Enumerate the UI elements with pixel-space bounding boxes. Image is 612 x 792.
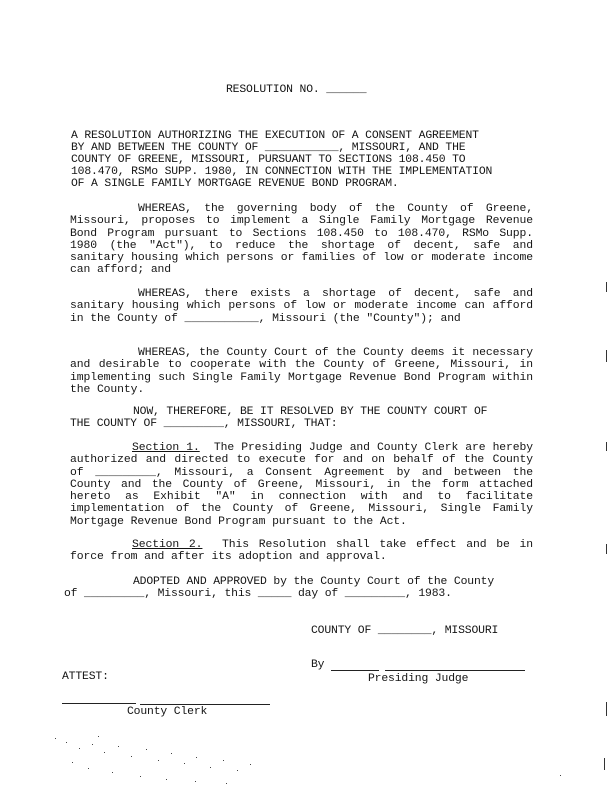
adoption-line-2: of _________, Missouri, this _____ day of _________, 1983. <box>64 588 452 600</box>
scan-mark <box>606 350 607 362</box>
scan-mark <box>606 442 607 451</box>
whereas-paragraph-3: WHEREAS, the County Court of the County deems it necessary and desirable to cooperate with the County of Greene, Missouri, in implementing such Single Family Mortgage Revenue Bond Program within the County. <box>70 347 533 396</box>
adoption-line-1: ADOPTED AND APPROVED by the County Court of the County <box>133 576 495 588</box>
caption-line-3: COUNTY OF GREENE, MISSOURI, PURSUANT TO SECTIONS 108.450 TO <box>71 154 466 166</box>
clerk-signature-line-right[interactable] <box>140 704 270 705</box>
signature-line-short <box>331 670 379 671</box>
section-2-text: This Resolution shall take effect and be in force from and after its adoption and approval. <box>70 539 533 564</box>
by-label: By <box>311 659 325 671</box>
scan-mark <box>606 702 607 716</box>
scan-mark <box>606 544 607 554</box>
now-therefore-line-2: THE COUNTY OF _________, MISSOURI, THAT: <box>70 418 338 430</box>
now-therefore-line-1: NOW, THEREFORE, BE IT RESOLVED BY THE COUNTY COURT OF <box>133 406 488 418</box>
caption-line-4: 108.470, RSMo SUPP. 1980, IN CONNECTION WITH THE IMPLEMENTATION <box>71 166 493 178</box>
section-1-heading: Section 1. <box>132 442 200 454</box>
presiding-judge-signature-line[interactable] <box>385 670 525 671</box>
caption-line-2: BY AND BETWEEN THE COUNTY OF ___________, MISSOURI, AND THE <box>71 142 466 154</box>
county-clerk-label: County Clerk <box>127 706 208 718</box>
caption-line-5: OF A SINGLE FAMILY MORTGAGE REVENUE BOND PROGRAM. <box>71 178 399 190</box>
whereas-paragraph-1: WHEREAS, the governing body of the County of Greene, Missouri, proposes to implement a Single Family Mortgage Revenue Bond Program pursuant to Sections 108.450 to 108.470, RSMo Supp. 1980 (the "Act"), to reduce the shortage of decent, safe and sanitary housing which persons or families of low or moderate income can afford; and <box>70 203 533 277</box>
section-1-text: The Presiding Judge and County Clerk are hereby authorized and directed to execute for and on behalf of the County of _________, Missouri, a Consent Agreement by and between the County and the County of Greene, Missouri, in the form attached hereto as Exhibit "A" in connection with and to facilitate implementation of the County of Greene, Missouri, Single Family Mortgage Revenue Bond Program pursuant to the Act. <box>70 442 533 528</box>
whereas-paragraph-2: WHEREAS, there exists a shortage of decent, safe and sanitary housing which persons of low or moderate income can afford in the County of ___________, Missouri (the "County"); and <box>70 288 533 325</box>
presiding-judge-label: Presiding Judge <box>368 673 469 685</box>
scan-mark <box>606 282 607 292</box>
section-2-paragraph <box>70 539 533 564</box>
section-2-heading: Section 2. <box>132 539 203 551</box>
county-signature-heading: COUNTY OF ________, MISSOURI <box>311 625 499 637</box>
caption-line-1: A RESOLUTION AUTHORIZING THE EXECUTION OF A CONSENT AGREEMENT <box>71 130 479 142</box>
resolution-title: RESOLUTION NO. ______ <box>226 84 367 96</box>
section-1-paragraph <box>70 442 533 528</box>
scan-mark <box>604 758 605 770</box>
clerk-signature-line-left[interactable] <box>62 703 136 704</box>
attest-label: ATTEST: <box>62 671 109 683</box>
